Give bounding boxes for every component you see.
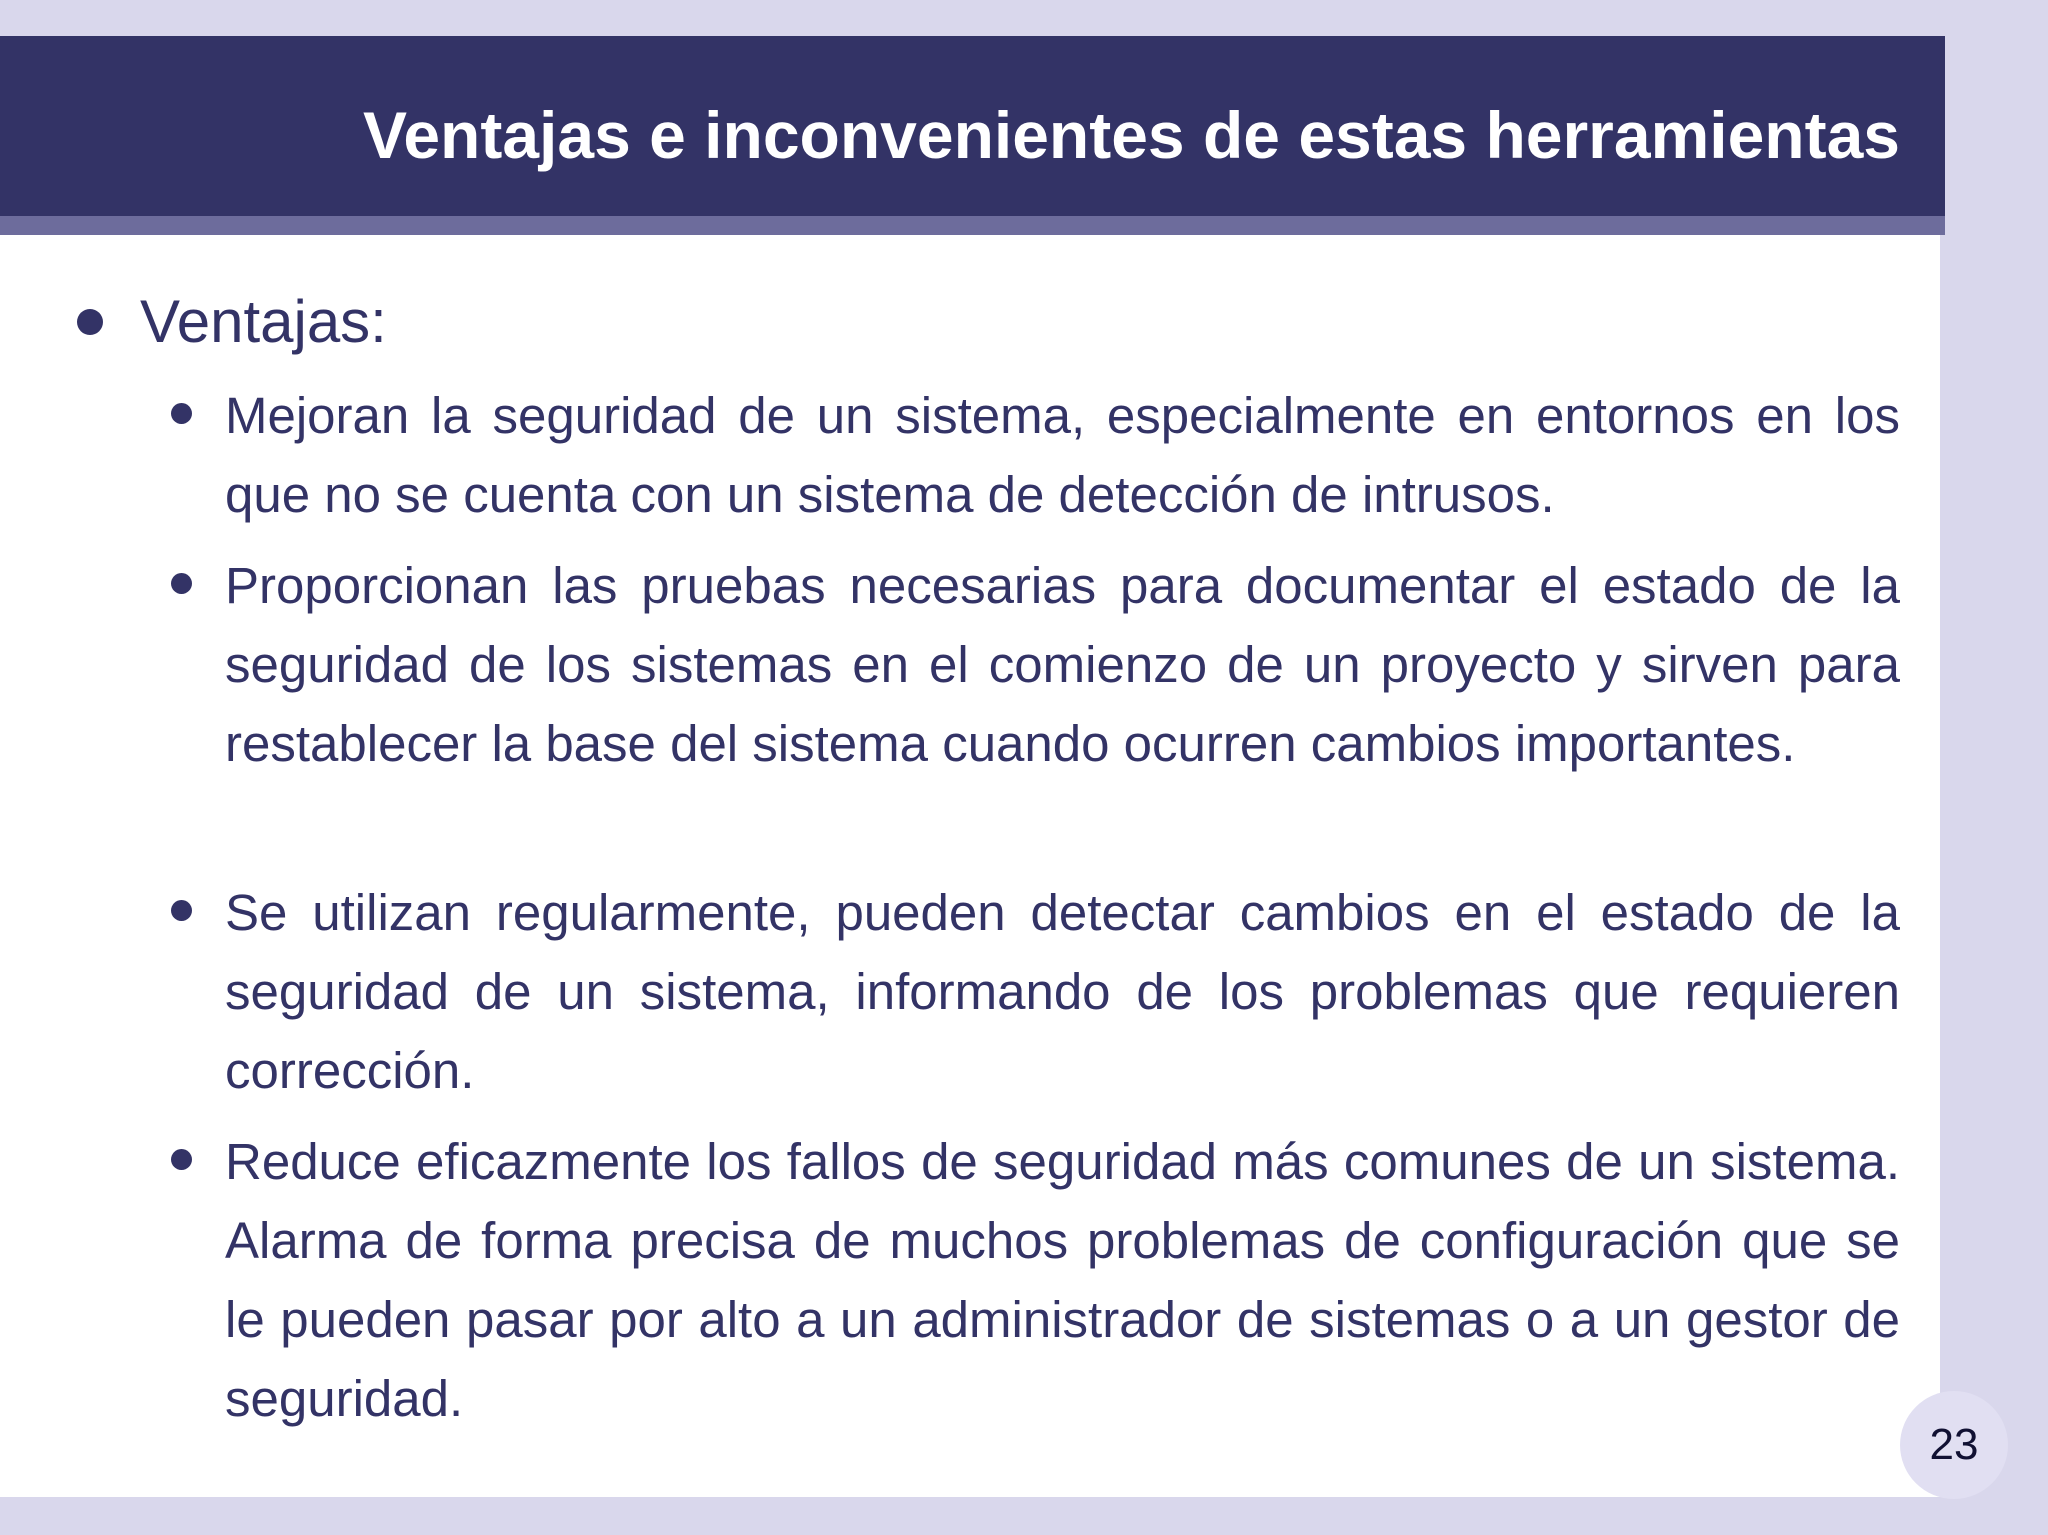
bullet-item: Se utilizan regularmente, pueden detectar cambios en el estado de la seguridad de un sistema, informando de los problemas que requieren corrección. xyxy=(225,884,1900,1099)
bullet-item: Reduce eficazmente los fallos de seguridad más comunes de un sistema. Alarma de forma precisa de muchos problemas de configuración que se le pueden pasar por alto a un administrador de sistemas o a un gestor de seguridad. xyxy=(225,1133,1900,1427)
section-heading: Ventajas: xyxy=(140,288,387,355)
bullet-dot-icon xyxy=(171,573,192,594)
bullet-item: Proporcionan las pruebas necesarias para documentar el estado de la seguridad de los sistemas en el comienzo de un proyecto y sirven para restablecer la base del sistema cuando ocurren cambios importantes. xyxy=(225,557,1900,772)
title-underline xyxy=(0,216,1945,235)
page-number-badge xyxy=(1900,1391,2008,1499)
bullet-dot-icon xyxy=(77,309,103,335)
page-number: 23 xyxy=(1929,1420,1979,1469)
bullet-dot-icon xyxy=(171,403,192,424)
bullet-dot-icon xyxy=(171,900,192,921)
slide-title: Ventajas e inconvenientes de estas herramientas xyxy=(362,98,1900,172)
bullet-dot-icon xyxy=(171,1149,192,1170)
bullet-item: Mejoran la seguridad de un sistema, especialmente en entornos en los que no se cuenta con un sistema de detección de intrusos. xyxy=(225,387,1900,523)
